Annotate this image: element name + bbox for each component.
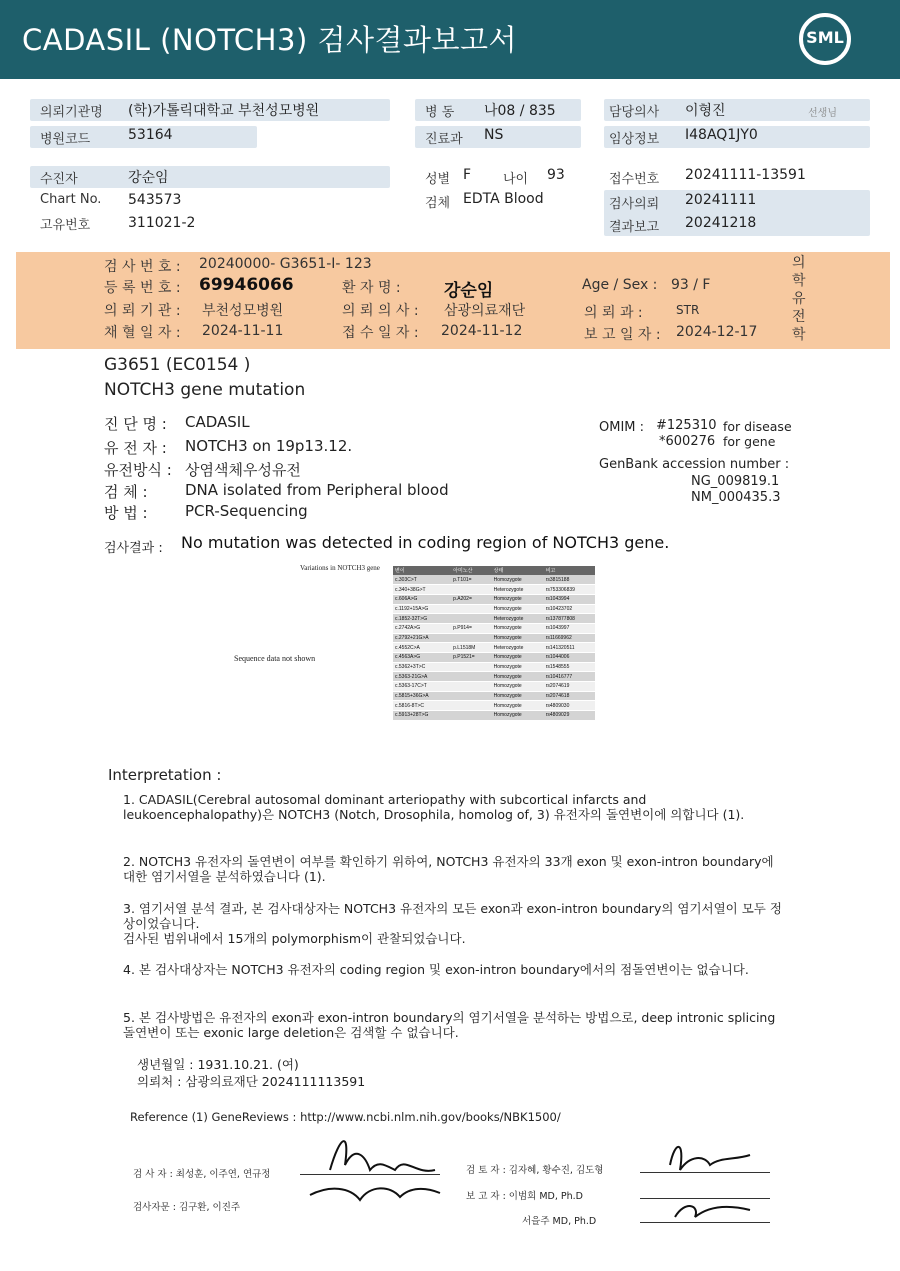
side-char: 유 [792,291,806,307]
table-cell: Homozygote [492,623,544,633]
table-cell: c.5362+3T>C [393,662,451,672]
interpretation-title: Interpretation : [108,766,222,784]
table-cell: rs4809030 [544,701,595,711]
table-cell [451,691,492,701]
table-cell: rs2074618 [544,691,595,701]
table-cell: c.606A>G [393,594,451,604]
result-text: No mutation was detected in coding region of NOTCH3 gene. [181,533,670,552]
unique-label: 고유번호 [40,218,91,233]
table-row [393,682,595,692]
table-cell: Homozygote [492,672,544,682]
sequence-note: Sequence data not shown [234,654,316,663]
table-cell: c.1192+15A>G [393,604,451,614]
req-org: 부천성모병원 [202,303,284,319]
patient-label: 수진자 [40,172,78,187]
table-cell: rs11669962 [544,633,595,643]
receipt-label: 접수번호 [609,172,660,187]
genbank-label: GenBank accession number : [599,457,790,472]
inheritance: 상염색체우성유전 [185,461,301,479]
examiner-signature [300,1125,450,1220]
table-row [393,575,595,585]
gene-label: 유 전 자 : [104,439,167,457]
interpretation-item-3b: 검사된 범위내에서 15개의 polymorphism이 관찰되었습니다. [123,931,466,946]
table-cell: rs753306839 [544,585,595,595]
table-cell: Homozygote [492,711,544,721]
table-cell: rs4809029 [544,711,595,721]
table-cell: c.340+38G>T [393,585,451,595]
table-cell: p.A202= [451,594,492,604]
table-row [393,614,595,624]
table-cell: rs1043997 [544,623,595,633]
ward-label: 병 동 [425,105,455,120]
report-title: CADASIL (NOTCH3) 검사결과보고서 [22,23,518,57]
table-row [393,643,595,653]
genbank-nm: NM_000435.3 [691,490,781,505]
table-row [393,653,595,663]
table-cell: Homozygote [492,594,544,604]
sml-logo [799,13,851,65]
omim-label: OMIM : [599,420,645,435]
table-cell [451,633,492,643]
doctor-label: 담당의사 [609,105,660,120]
omim-disease-note: for disease [723,419,792,434]
interpretation-item-5: 5. 본 검사방법은 유전자의 exon과 exon-intron boundary의 염기서열을 분석하는 방법으로, deep intronic splicing 돌연변이 또는 exonic large deletion은 검색할 수 없습니다. [123,1010,776,1040]
table-cell: Homozygote [492,653,544,663]
omim-gene: *600276 [659,434,716,449]
side-char: 학 [792,273,806,289]
sex-label: 성별 [425,172,451,187]
interpretation-item-2: 2. NOTCH3 유전자의 돌연변이 여부를 확인하기 위하여, NOTCH3 유전자의 33개 exon 및 exon-intron boundary에 대한 염기서열을 분석하였습니다 (1). [123,854,774,884]
table-row [393,701,595,711]
test-name: NOTCH3 gene mutation [104,380,306,400]
table-cell [451,711,492,721]
table-cell: Heterozygote [492,643,544,653]
table-cell: Homozygote [492,701,544,711]
collect-date-label: 채 혈 일 자 : [104,325,181,341]
side-char: 의 [792,255,806,271]
genbank-ng: NG_009819.1 [691,474,780,489]
table-cell: Heterozygote [492,614,544,624]
table-header-row [393,566,595,575]
req-dept: STR [676,303,700,317]
table-row [393,623,595,633]
table-cell: rs10423702 [544,604,595,614]
method: PCR-Sequencing [185,502,308,520]
reference: Reference (1) GeneReviews : http://www.ncbi.nlm.nih.gov/books/NBK1500/ [130,1110,561,1124]
dept: NS [484,127,504,143]
inheritance-label: 유전방식 : [104,461,172,479]
clinical-info: I48AQ1JY0 [685,127,758,143]
table-cell: c.4563A>G [393,653,451,663]
table-cell: c.5363-21G>A [393,672,451,682]
column-header: 비고 [544,566,595,575]
specimen: EDTA Blood [463,191,544,207]
age-label: 나이 [503,172,529,187]
unique-no: 311021-2 [128,215,196,231]
requesting-org-label: 의뢰기관명 [40,105,103,120]
table-cell: p.P1521= [451,653,492,663]
dept-label: 진료과 [425,132,463,147]
table-cell: c.5816-8T>C [393,701,451,711]
table-cell: Homozygote [492,662,544,672]
interpretation-item-1: 1. CADASIL(Cerebral autosomal dominant arteriopathy with subcortical infarcts and leukoencephalopathy)은 NOTCH3 (Notch, Drosophila, homolog of, 3) 유전자의 돌연변이에 의합니다 (1). [123,792,745,822]
test-code: G3651 (EC0154 ) [104,355,251,375]
receive-date: 2024-11-12 [441,323,523,339]
table-cell: c.5363-17C>T [393,682,451,692]
sex: F [463,167,472,183]
reporter: 보 고 자 : 이범희 MD, Ph.D [466,1191,583,1202]
req-org-label: 의 뢰 기 관 : [104,303,181,319]
doctor: 이형진 [685,103,726,119]
patient-name-label: 환 자 명 : [342,280,401,296]
table-cell: p.P914= [451,623,492,633]
table-row [393,604,595,614]
diagnosis: CADASIL [185,413,250,431]
result-report-date: 20241218 [685,215,757,231]
table-row [393,662,595,672]
table-cell: Homozygote [492,633,544,643]
variants-table [393,566,595,721]
hospital-code: 53164 [128,127,173,143]
table-cell: rs3815188 [544,575,595,585]
requester: 의뢰처 : 삼광의료재단 2024111113591 [137,1074,366,1089]
receipt-no: 20241111-13591 [685,167,806,183]
test-request-label: 검사의뢰 [609,197,660,212]
collect-date: 2024-11-11 [202,323,284,339]
age: 93 [547,167,565,183]
req-doctor: 삼광의료재단 [444,303,526,319]
table-cell: rs2074619 [544,682,595,692]
requesting-org: (학)가톨릭대학교 부천성모병원 [128,103,320,119]
diagnosis-label: 진 단 명 : [104,415,167,433]
report-header [0,0,900,79]
side-char: 전 [792,309,806,325]
omim-disease: #125310 [656,418,717,433]
table-cell [451,682,492,692]
variations-title: Variations in NOTCH3 gene [300,564,380,572]
table-cell: Heterozygote [492,585,544,595]
specimen-detail-label: 검 체 : [104,483,148,501]
table-cell [451,614,492,624]
patient-name: 강순임 [128,170,169,186]
hospital-code-label: 병원코드 [40,132,91,147]
interpretation-item-3: 3. 염기서열 분석 결과, 본 검사대상자는 NOTCH3 유전자의 모든 exon과 exon-intron boundary의 염기서열이 모두 정상이었습니다. [123,901,782,931]
table-cell: c.1852-32T>G [393,614,451,624]
receive-date-label: 접 수 일 자 : [342,325,419,341]
ward: 나08 / 835 [484,103,556,119]
table-cell: rs1043994 [544,594,595,604]
table-row [393,711,595,721]
test-request-date: 20241111 [685,192,757,208]
reg-no: 69946066 [199,275,294,295]
reporter-2: 서을주 MD, Ph.D [522,1216,597,1227]
table-cell: Homozygote [492,604,544,614]
interpretation-item-4: 4. 본 검사대상자는 NOTCH3 유전자의 coding region 및 exon-intron boundary에서의 점돌연변이는 없습니다. [123,962,749,977]
table-cell [451,604,492,614]
table-row [393,633,595,643]
report-date: 2024-12-17 [676,324,758,340]
side-label [792,254,810,344]
clinical-label: 임상정보 [609,132,660,147]
column-header: 아미노산 [451,566,492,575]
omim-gene-note: for gene [723,434,776,449]
doctor-suffix: 선생님 [808,108,837,119]
method-label: 방 법 : [104,504,148,522]
test-no-label: 검 사 번 호 : [104,259,181,275]
result-label: 검사결과 : [104,541,163,556]
table-cell: rs137877808 [544,614,595,624]
table-cell: rs1044006 [544,653,595,663]
info-bar [30,166,390,188]
test-no: 20240000- G3651-I- 123 [199,256,372,272]
examiner: 검 사 자 : 최성훈, 이주연, 연규정 [133,1169,271,1180]
table-cell: c.4552C>A [393,643,451,653]
table-cell: c.5913+28T>G [393,711,451,721]
column-header: 변이 [393,566,451,575]
report-band [16,252,890,349]
side-char: 학 [792,327,806,343]
table-cell: rs1548555 [544,662,595,672]
table-cell: c.2792+21G>A [393,633,451,643]
table-cell: Homozygote [492,682,544,692]
table-cell: Homozygote [492,691,544,701]
result-report-label: 결과보고 [609,220,660,235]
table-row [393,594,595,604]
age-sex-label: Age / Sex : [582,277,658,293]
age-sex: 93 / F [671,277,711,293]
table-cell [451,701,492,711]
table-cell: c.2742A>G [393,623,451,633]
reg-no-label: 등 록 번 호 : [104,280,181,296]
table-cell: Homozygote [492,575,544,585]
gene: NOTCH3 on 19p13.12. [185,437,353,455]
birth-date: 생년월일 : 1931.10.21. (여) [137,1057,299,1072]
report-date-label: 보 고 일 자 : [584,327,661,343]
assistant: 검사자문 : 김구환, 이진주 [133,1202,241,1213]
chart-label: Chart No. [40,192,102,207]
table-cell [451,585,492,595]
req-dept-label: 의 뢰 과 : [584,305,643,321]
table-cell: c.303C>T [393,575,451,585]
chart-no: 543573 [128,192,182,208]
table-cell [451,672,492,682]
band-patient-name: 강순임 [444,281,494,301]
table-cell: rs10416777 [544,672,595,682]
table-cell: p.T101= [451,575,492,585]
column-header: 상태 [492,566,544,575]
table-row [393,691,595,701]
specimen-label: 검체 [425,196,451,211]
req-doctor-label: 의 뢰 의 사 : [342,303,419,319]
reviewer-signature [650,1135,770,1230]
specimen-detail: DNA isolated from Peripheral blood [185,481,449,499]
table-cell: c.5815+36G>A [393,691,451,701]
reviewer: 검 토 자 : 김자혜, 황수진, 김도형 [466,1165,604,1176]
logo-text: SML [806,28,844,47]
table-row [393,672,595,682]
table-row [393,585,595,595]
table-cell: p.L1518M [451,643,492,653]
table-cell [451,662,492,672]
table-cell: rs141320511 [544,643,595,653]
